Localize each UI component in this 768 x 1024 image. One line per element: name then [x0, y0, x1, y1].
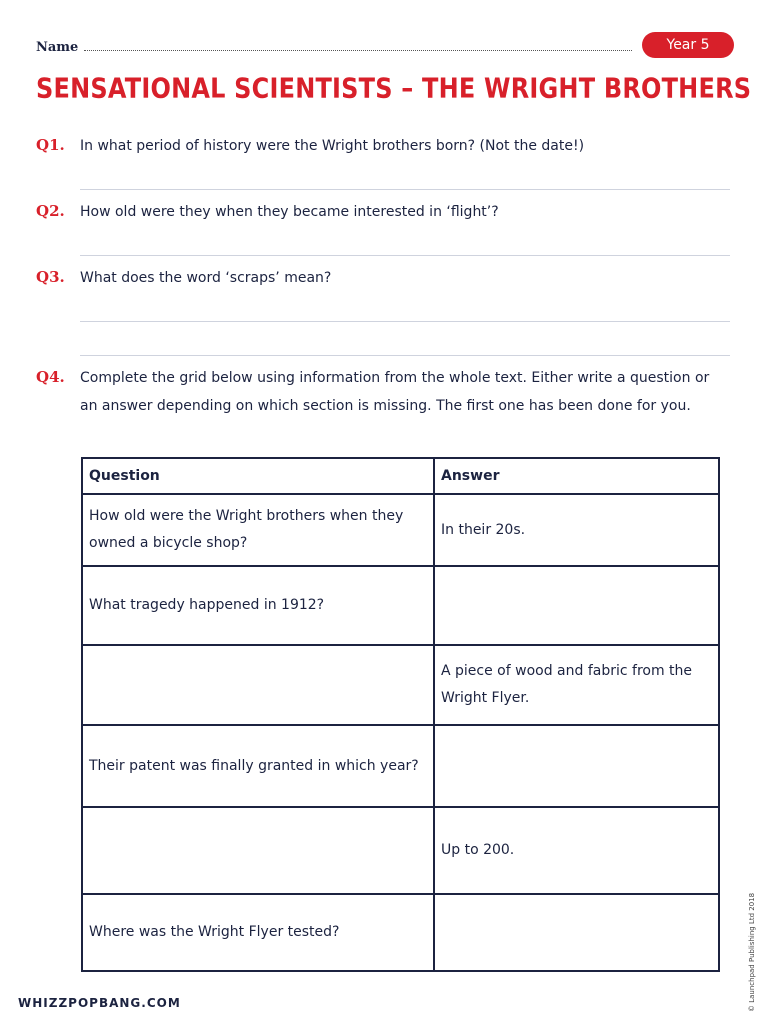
table-row: [82, 494, 719, 566]
answer-cell[interactable]: [434, 566, 719, 645]
page-title: SENSATIONAL SCIENTISTS – THE WRIGHT BROTHERS: [36, 72, 752, 105]
question-1-text: In what period of history were the Wright brothers born? (Not the date!): [80, 138, 585, 154]
question-cell: What tragedy happened in 1912?: [82, 566, 434, 645]
answer-cell: In their 20s.: [434, 494, 719, 566]
name-row: [36, 38, 632, 58]
year-badge: Year 5: [642, 32, 734, 58]
table-row: [82, 645, 719, 725]
answer-line[interactable]: [80, 321, 730, 322]
footer-brand: WHIZZPOPBANG.COM: [18, 996, 181, 1010]
answer-cell[interactable]: [434, 894, 719, 971]
question-4-label: Q4.: [36, 368, 65, 386]
question-2-label: Q2.: [36, 202, 65, 220]
answer-cell: A piece of wood and fabric from the Wright Flyer.: [434, 645, 719, 725]
question-cell: How old were the Wright brothers when they owned a bicycle shop?: [82, 494, 434, 566]
table-row: [82, 725, 719, 807]
question-4-text: Complete the grid below using information from the whole text. Either write a question or an answer depending on which section is missing. The first one has been done for you.: [80, 370, 710, 414]
answer-cell: Up to 200.: [434, 807, 719, 894]
answer-line[interactable]: [80, 189, 730, 190]
name-label: Name: [36, 40, 79, 55]
answer-cell[interactable]: [434, 725, 719, 807]
question-1-label: Q1.: [36, 136, 65, 154]
answer-line[interactable]: [80, 355, 730, 356]
question-3-text: What does the word ‘scraps’ mean?: [80, 270, 332, 286]
question-cell[interactable]: [82, 807, 434, 894]
table-row: [82, 894, 719, 971]
answer-line[interactable]: [80, 255, 730, 256]
grid-header-question: Question: [82, 458, 434, 494]
copyright-notice: © Launchpad Publishing Ltd 2018: [748, 892, 756, 1012]
question-3-label: Q3.: [36, 268, 65, 286]
question-cell: Their patent was finally granted in which year?: [82, 725, 434, 807]
question-cell[interactable]: [82, 645, 434, 725]
question-2-text: How old were they when they became interested in ‘flight’?: [80, 204, 499, 220]
grid-header-row: [82, 458, 719, 494]
answer-grid: [81, 457, 720, 972]
table-row: [82, 566, 719, 645]
question-cell: Where was the Wright Flyer tested?: [82, 894, 434, 971]
grid-header-answer: Answer: [434, 458, 719, 494]
name-field[interactable]: [84, 38, 632, 51]
table-row: [82, 807, 719, 894]
